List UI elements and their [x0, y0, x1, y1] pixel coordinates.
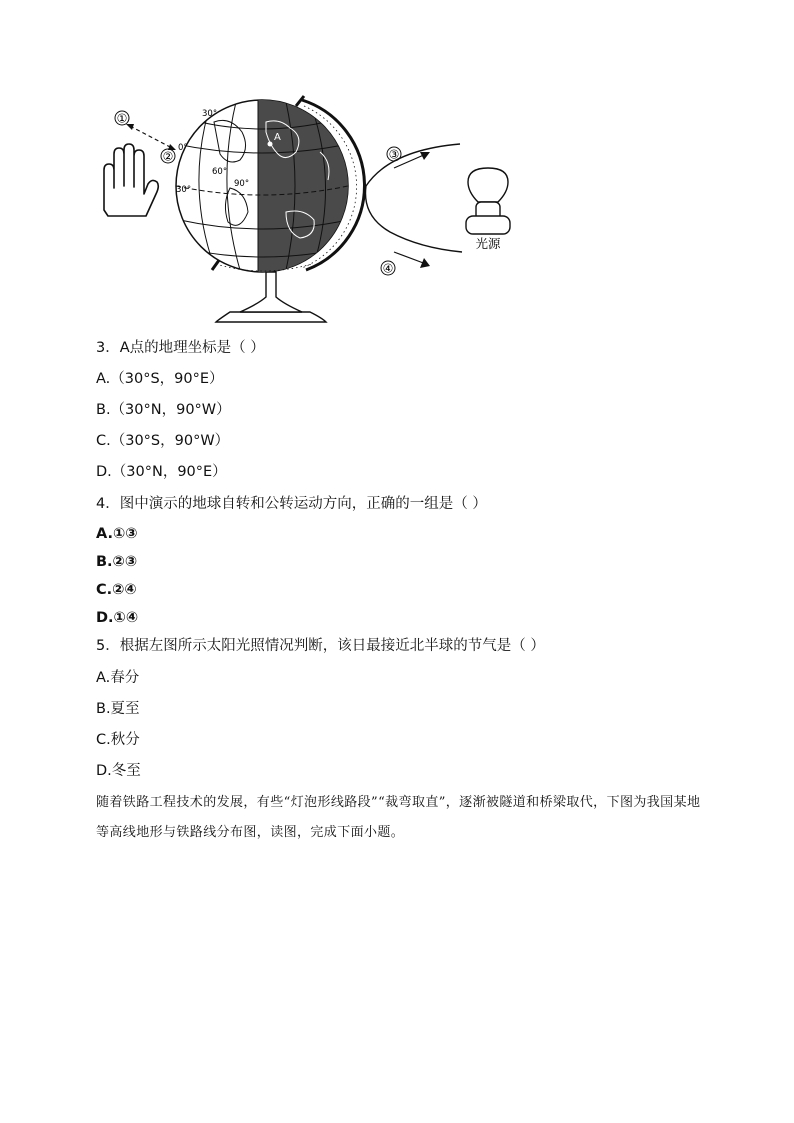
question-4-option-b: B.②③	[96, 554, 138, 570]
question-3-option-b: B.（30°N，90°W）	[96, 402, 231, 418]
light-bulb-icon	[466, 168, 510, 234]
lat-label-30n: 30°	[202, 109, 218, 119]
question-4-stem: 4．图中演示的地球自转和公转运动方向，正确的一组是（ ）	[96, 496, 487, 512]
question-5-option-c: C.秋分	[96, 732, 140, 748]
orbit-path	[366, 144, 463, 252]
mark-1: ①	[116, 111, 128, 126]
question-3-option-a: A.（30°S，90°E）	[96, 371, 224, 387]
question-4-option-a: A.①③	[96, 526, 138, 542]
question-4-option-d: D.①④	[96, 610, 139, 626]
lon-label-60: 60°	[212, 167, 228, 177]
question-3-option-d: D.（30°N，90°E）	[96, 464, 227, 480]
lat-label-30s: 30°	[176, 185, 192, 195]
globe-figure	[90, 92, 530, 332]
question-5-option-a: A.春分	[96, 670, 140, 686]
question-4-option-c: C.②④	[96, 582, 137, 598]
lat-label-0: 0°	[178, 143, 188, 153]
passage-text: 随着铁路工程技术的发展，有些“灯泡形线路段”“裁弯取直”，逐渐被隧道和桥梁取代，下图为我国某地等高线地形与铁路线分布图，读图，完成下面小题。	[96, 795, 701, 840]
light-source-label: 光源	[475, 236, 501, 251]
mark-3: ③	[388, 147, 400, 162]
question-5-option-b: B.夏至	[96, 701, 140, 717]
question-3-stem: 3．A点的地理坐标是（ ）	[96, 340, 265, 356]
question-3-option-c: C.（30°S，90°W）	[96, 433, 230, 449]
mark-2: ②	[162, 149, 174, 164]
point-a-marker	[268, 142, 273, 147]
point-a-label: A	[274, 132, 281, 143]
globe	[176, 96, 364, 322]
lon-label-90: 90°	[234, 179, 250, 189]
question-5-stem: 5．根据左图所示太阳光照情况判断，该日最接近北半球的节气是（ ）	[96, 638, 545, 654]
revolution-arrow-3	[394, 152, 430, 168]
hand-icon	[104, 144, 158, 216]
question-5-option-d: D.冬至	[96, 763, 141, 779]
revolution-arrow-4	[394, 252, 430, 268]
mark-4: ④	[382, 261, 394, 276]
